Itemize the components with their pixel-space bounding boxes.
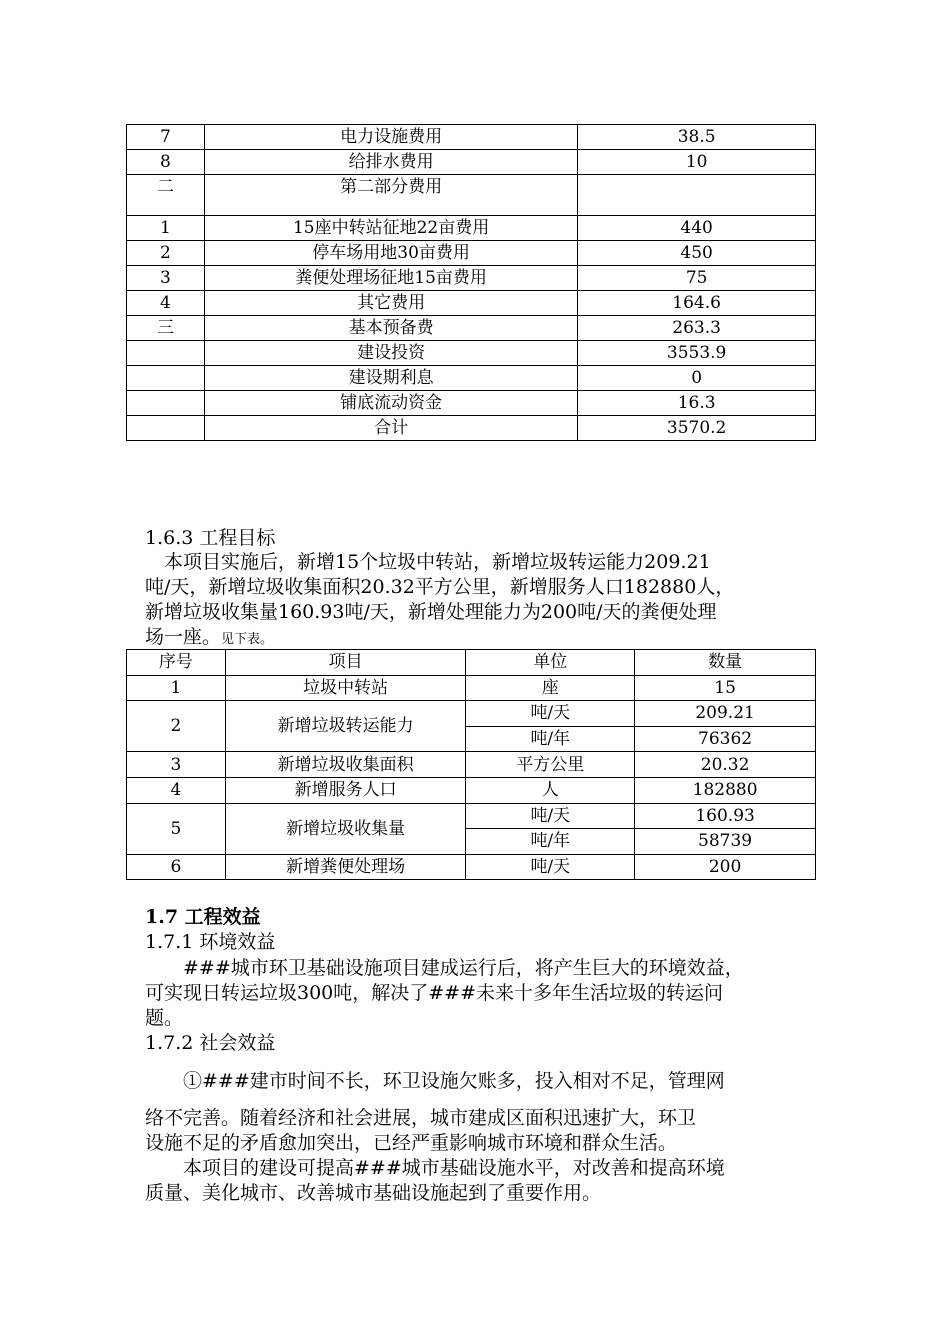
cell-item: 电力设施费用	[204, 125, 577, 150]
cell-no: 2	[127, 241, 205, 266]
cost-table-body	[127, 125, 816, 441]
cell-item: 新增垃圾转运能力	[225, 701, 466, 752]
cell-value: 75	[578, 266, 816, 291]
target-table-header	[127, 650, 816, 676]
cell-value: 263.3	[578, 316, 816, 341]
cell-value: 16.3	[578, 391, 816, 416]
table-row	[127, 150, 816, 175]
section-172-heading: 1.7.2 社会效益	[145, 1032, 276, 1054]
cell-no	[127, 416, 205, 441]
see-below-note: 见下表。	[221, 632, 274, 647]
cell-no: 8	[127, 150, 205, 175]
cell-unit: 吨/年	[466, 726, 635, 752]
cell-unit: 平方公里	[466, 752, 635, 778]
cell-no: 7	[127, 125, 205, 150]
cell-unit: 吨/天	[466, 854, 635, 880]
cell-unit: 吨/天	[466, 701, 635, 727]
cell-item: 建设期利息	[204, 366, 577, 391]
cell-value: 10	[578, 150, 816, 175]
cell-no: 5	[127, 803, 226, 854]
cell-qty: 15	[635, 675, 816, 701]
cell-item: 新增垃圾收集量	[225, 803, 466, 854]
cell-item: 垃圾中转站	[225, 675, 466, 701]
section-163-line1: 本项目实施后，新增15个垃圾中转站，新增垃圾转运能力209.21	[145, 551, 711, 573]
cell-no: 1	[127, 675, 226, 701]
cell-qty: 209.21	[635, 701, 816, 727]
cell-item: 其它费用	[204, 291, 577, 316]
cell-unit: 吨/年	[466, 829, 635, 855]
cell-no: 4	[127, 291, 205, 316]
target-table	[126, 649, 816, 880]
table-row	[127, 701, 816, 727]
cell-item: 粪便处理场征地15亩费用	[204, 266, 577, 291]
cell-no: 4	[127, 777, 226, 803]
table-row	[127, 366, 816, 391]
cell-value: 440	[578, 216, 816, 241]
header-qty: 数量	[635, 650, 816, 676]
section-172-line2: 络不完善。随着经济和社会进展，城市建成区面积迅速扩大，环卫	[145, 1107, 697, 1129]
cell-no	[127, 391, 205, 416]
cell-no	[127, 366, 205, 391]
cell-qty: 76362	[635, 726, 816, 752]
cell-qty: 182880	[635, 777, 816, 803]
cell-no: 3	[127, 266, 205, 291]
section-171-line1: ###城市环卫基础设施项目建成运行后，将产生巨大的环境效益，	[145, 957, 744, 979]
cell-unit: 吨/天	[466, 803, 635, 829]
section-172-line4: 本项目的建设可提高###城市基础设施水平，对改善和提高环境	[145, 1157, 725, 1179]
cell-value: 164.6	[578, 291, 816, 316]
cell-item: 合计	[204, 416, 577, 441]
header-no: 序号	[127, 650, 226, 676]
cell-item: 基本预备费	[204, 316, 577, 341]
cell-no: 3	[127, 752, 226, 778]
table-row	[127, 241, 816, 266]
cell-value: 0	[578, 366, 816, 391]
cell-no	[127, 341, 205, 366]
header-item: 项目	[225, 650, 466, 676]
cell-item: 新增垃圾收集面积	[225, 752, 466, 778]
section-17-heading: 1.7 工程效益	[145, 906, 261, 928]
table-row	[127, 266, 816, 291]
section-163-line4: 场一座。	[145, 626, 222, 648]
cell-value	[578, 175, 816, 216]
table-row	[127, 216, 816, 241]
section-172-line3: 设施不足的矛盾愈加突出，已经严重影响城市环境和群众生活。	[145, 1132, 678, 1154]
cell-value: 3570.2	[578, 416, 816, 441]
table-row	[127, 675, 816, 701]
table-row	[127, 175, 816, 216]
table-row	[127, 803, 816, 829]
cell-item: 铺底流动资金	[204, 391, 577, 416]
table-row	[127, 291, 816, 316]
cell-no: 1	[127, 216, 205, 241]
cell-item: 新增粪便处理场	[225, 854, 466, 880]
table-row	[127, 341, 816, 366]
table-row	[127, 854, 816, 880]
table-row	[127, 316, 816, 341]
cell-qty: 160.93	[635, 803, 816, 829]
cell-item: 15座中转站征地22亩费用	[204, 216, 577, 241]
section-171-line3: 题。	[145, 1007, 184, 1029]
table-row	[127, 125, 816, 150]
cell-no: 6	[127, 854, 226, 880]
section-163-heading: 1.6.3 工程目标	[145, 527, 276, 549]
section-172-line1: ①###建市时间不长，环卫设施欠账多，投入相对不足，管理网	[145, 1070, 725, 1092]
cell-item: 新增服务人口	[225, 777, 466, 803]
cell-unit: 座	[466, 675, 635, 701]
section-163-line4-wrap	[145, 625, 817, 652]
table-row	[127, 777, 816, 803]
cell-qty: 20.32	[635, 752, 816, 778]
section-171-line2: 可实现日转运垃圾300吨，解决了###未来十多年生活垃圾的转运问	[145, 982, 724, 1004]
cell-qty: 58739	[635, 829, 816, 855]
section-171-heading: 1.7.1 环境效益	[145, 931, 276, 953]
cell-item: 第二部分费用	[204, 175, 577, 216]
table-row	[127, 416, 816, 441]
cell-item: 给排水费用	[204, 150, 577, 175]
cell-no: 三	[127, 316, 205, 341]
cell-no: 二	[127, 175, 205, 216]
section-172-line5: 质量、美化城市、改善城市基础设施起到了重要作用。	[145, 1182, 602, 1204]
cell-item: 建设投资	[204, 341, 577, 366]
cell-no: 2	[127, 701, 226, 752]
cell-item: 停车场用地30亩费用	[204, 241, 577, 266]
section-163-line3: 新增垃圾收集量160.93吨/天，新增处理能力为200吨/天的粪便处理	[145, 601, 717, 623]
header-unit: 单位	[466, 650, 635, 676]
table-row	[127, 391, 816, 416]
cell-value: 450	[578, 241, 816, 266]
table-row	[127, 752, 816, 778]
cell-qty: 200	[635, 854, 816, 880]
cell-value: 3553.9	[578, 341, 816, 366]
cell-value: 38.5	[578, 125, 816, 150]
cost-table	[126, 124, 816, 441]
section-163-line2: 吨/天，新增垃圾收集面积20.32平方公里，新增服务人口182880人，	[145, 576, 735, 598]
cell-unit: 人	[466, 777, 635, 803]
